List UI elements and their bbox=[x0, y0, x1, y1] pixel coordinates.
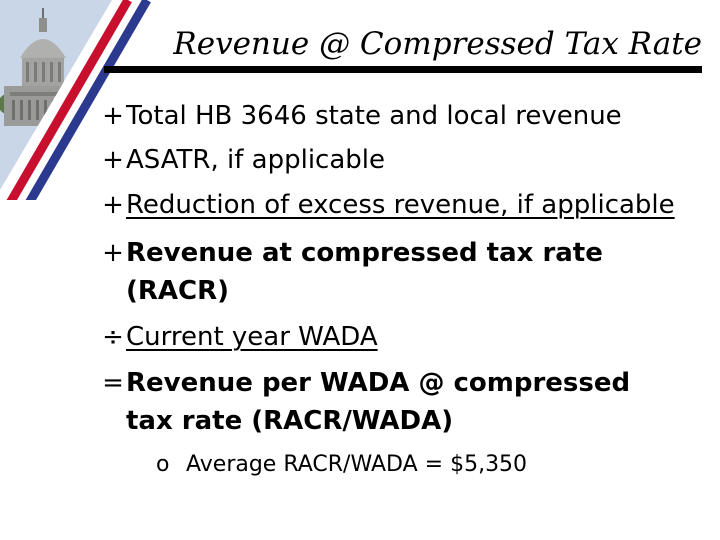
title-underline-rule bbox=[104, 66, 702, 73]
list-item-text: Total HB 3646 state and local revenue bbox=[126, 101, 622, 131]
list-item-text: Reduction of excess revenue, if applicable bbox=[126, 190, 675, 220]
sub-bullet-text: Average RACR/WADA = $5,350 bbox=[186, 452, 528, 477]
plus-symbol: + bbox=[102, 238, 124, 268]
plus-symbol: + bbox=[102, 101, 124, 131]
list-item-text: tax rate (RACR/WADA) bbox=[126, 406, 454, 436]
list-item-text: ASATR, if applicable bbox=[126, 145, 385, 175]
equals-symbol: = bbox=[102, 368, 124, 398]
sub-bullet bbox=[156, 446, 527, 484]
list-item-text: Revenue at compressed tax rate bbox=[126, 238, 603, 268]
circle-bullet-icon: o bbox=[156, 452, 170, 477]
plus-symbol: + bbox=[102, 190, 124, 220]
list-item-text: Revenue per WADA @ compressed bbox=[126, 368, 631, 398]
list-item-text: (RACR) bbox=[126, 276, 230, 306]
slide-title: Revenue @ Compressed Tax Rate bbox=[173, 26, 702, 62]
plus-symbol: + bbox=[102, 145, 124, 175]
list-item-text: Current year WADA bbox=[126, 322, 378, 352]
divide-symbol: ÷ bbox=[102, 322, 124, 352]
